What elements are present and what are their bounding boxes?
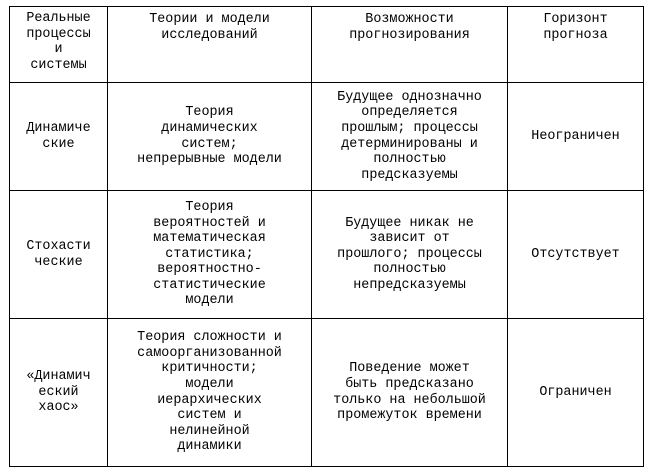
cell-line: определяется xyxy=(361,105,458,121)
cell-line: прогноза xyxy=(543,27,608,43)
forecast-table xyxy=(9,6,644,467)
cell-line: иерархических xyxy=(157,392,262,408)
cell-line: хаос» xyxy=(38,400,79,416)
cell-forecast-possibility xyxy=(312,191,508,319)
cell-line: модели xyxy=(185,376,234,392)
cell-line: процессы xyxy=(26,26,91,42)
cell-line: ческие xyxy=(34,254,83,270)
cell-horizon xyxy=(508,191,644,319)
cell-theory xyxy=(108,83,312,191)
cell-horizon xyxy=(508,83,644,191)
cell-line: предсказуемы xyxy=(361,167,458,183)
table-row xyxy=(10,319,644,467)
cell-line: Возможности xyxy=(365,12,454,27)
cell-line: динамических xyxy=(161,120,258,136)
cell-line: Ограничен xyxy=(539,384,612,400)
cell-forecast-possibility xyxy=(312,83,508,191)
cell-line: Поведение может xyxy=(349,361,470,377)
cell-line: критичности; xyxy=(161,361,258,377)
cell-line: Неограничен xyxy=(531,128,620,144)
cell-theory xyxy=(108,319,312,467)
cell-line: вероятностно- xyxy=(157,262,262,278)
cell-line: математическая xyxy=(153,231,266,247)
cell-process-type xyxy=(10,83,108,191)
cell-line: самоорганизованной xyxy=(137,345,282,361)
cell-line: и xyxy=(54,42,63,58)
cell-process-type xyxy=(10,319,108,467)
cell-line: полностью xyxy=(373,262,446,278)
cell-line: систем и xyxy=(177,408,242,424)
cell-line: прогнозирования xyxy=(349,27,470,43)
cell-line: Динамиче xyxy=(26,120,91,136)
cell-line: полностью xyxy=(373,152,446,168)
cell-line: прошлого; процессы xyxy=(337,246,482,262)
cell-line: еский xyxy=(38,384,79,400)
cell-line: вероятностей и xyxy=(153,215,266,231)
table-row xyxy=(10,191,644,319)
cell-line: системы xyxy=(30,57,87,73)
cell-line: Стохасти xyxy=(26,238,91,254)
cell-line: только на небольшой xyxy=(333,392,486,408)
table-row xyxy=(10,83,644,191)
cell-theory xyxy=(108,191,312,319)
cell-line: промежуток времени xyxy=(337,408,482,424)
cell-line: Теории и модели xyxy=(149,12,270,27)
cell-line: прошлым; процессы xyxy=(341,120,478,136)
header-real-processes xyxy=(10,7,108,83)
cell-line: непредсказуемы xyxy=(353,277,466,293)
cell-line: исследований xyxy=(161,27,258,43)
cell-line: Будущее однозначно xyxy=(337,89,482,105)
cell-line: Реальные xyxy=(26,11,91,26)
cell-line: Теория xyxy=(185,105,234,121)
cell-line: «Динамич xyxy=(26,369,91,385)
forecast-table-frame xyxy=(9,6,643,466)
header-theories-models xyxy=(108,7,312,83)
cell-line: непрерывные модели xyxy=(137,152,282,168)
cell-line: нелинейной xyxy=(169,423,250,439)
cell-line: Теория сложности и xyxy=(137,330,282,346)
cell-line: Горизонт xyxy=(543,12,608,27)
cell-line: ские xyxy=(42,136,75,152)
cell-line: детерминированы и xyxy=(341,136,478,152)
header-forecast-possibilities xyxy=(312,7,508,83)
cell-horizon xyxy=(508,319,644,467)
cell-line: Отсутствует xyxy=(531,246,620,262)
header-row xyxy=(10,7,644,83)
cell-line: зависит от xyxy=(369,231,450,247)
cell-line: модели xyxy=(185,293,234,309)
cell-forecast-possibility xyxy=(312,319,508,467)
cell-process-type xyxy=(10,191,108,319)
cell-line: статистика; xyxy=(165,246,254,262)
cell-line: Будущее никак не xyxy=(345,215,474,231)
cell-line: динамики xyxy=(177,439,242,455)
cell-line: систем; xyxy=(181,136,238,152)
header-forecast-horizon xyxy=(508,7,644,83)
cell-line: Теория xyxy=(185,199,234,215)
cell-line: быть предсказано xyxy=(345,376,474,392)
cell-line: статистические xyxy=(153,277,266,293)
